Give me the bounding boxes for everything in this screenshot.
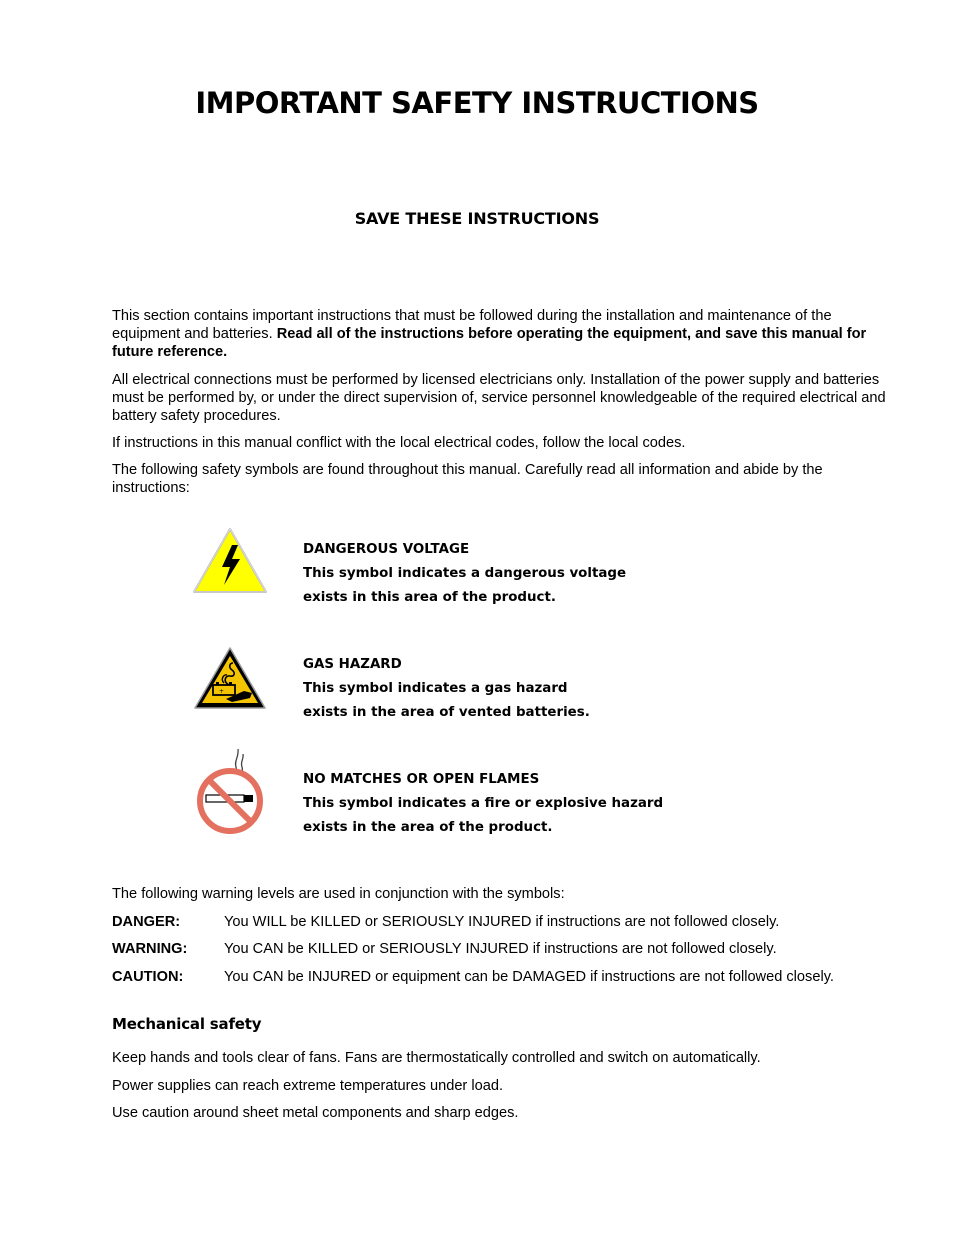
symbol-line: This symbol indicates a gas hazard bbox=[303, 681, 568, 696]
warning-level-danger bbox=[112, 913, 912, 933]
mechanical-safety-item: Keep hands and tools clear of fans. Fans are thermostatically controlled and switch on automatically. bbox=[112, 1050, 761, 1066]
page-subtitle: SAVE THESE INSTRUCTIONS bbox=[354, 209, 600, 228]
symbol-line: exists in the area of the product. bbox=[303, 820, 553, 835]
intro-paragraph-4: The following safety symbols are found throughout this manual. Carefully read all information and abide by the instructions: bbox=[112, 462, 823, 496]
gas-hazard-icon bbox=[192, 645, 268, 711]
intro-paragraph-1-text: This section contains important instructions that must be followed during the installation and maintenance of the equipment and batteries. bbox=[112, 308, 832, 342]
warning-level-name: DANGER: bbox=[112, 914, 181, 930]
warning-level-caution bbox=[112, 968, 912, 988]
symbol-dangerous-voltage bbox=[0, 524, 954, 624]
symbol-line: exists in this area of the product. bbox=[303, 590, 556, 605]
warning-level-warning bbox=[112, 940, 912, 960]
symbol-description bbox=[303, 538, 803, 610]
warning-level-text: You WILL be KILLED or SERIOUSLY INJURED if instructions are not followed closely. bbox=[224, 914, 780, 930]
mechanical-safety-item: Use caution around sheet metal components and sharp edges. bbox=[112, 1105, 519, 1121]
intro-paragraph-1-emphasis: Read all of the instructions before operating the equipment, and save this manual for future reference. bbox=[112, 326, 867, 360]
svg-text:+: + bbox=[219, 688, 225, 695]
warning-level-text: You CAN be INJURED or equipment can be DAMAGED if instructions are not followed closely. bbox=[224, 969, 834, 985]
mechanical-safety-heading: Mechanical safety bbox=[112, 1015, 262, 1033]
page-title: IMPORTANT SAFETY INSTRUCTIONS bbox=[195, 86, 759, 120]
intro-paragraph-3: If instructions in this manual conflict with the local electrical codes, follow the local codes. bbox=[112, 435, 686, 451]
symbol-line: exists in the area of vented batteries. bbox=[303, 705, 590, 720]
dangerous-voltage-icon bbox=[192, 527, 268, 595]
symbol-line: This symbol indicates a dangerous voltage bbox=[303, 566, 627, 581]
symbol-line: This symbol indicates a fire or explosive hazard bbox=[303, 796, 664, 811]
intro-paragraph-2: All electrical connections must be performed by licensed electricians only. Installation of the power supply and batteries must be performed by, or under the direct supervision of, service personnel knowledgeable of the required electrical and battery safety procedures. bbox=[112, 372, 886, 424]
symbol-no-open-flames bbox=[0, 745, 954, 845]
symbol-description bbox=[303, 768, 803, 840]
mechanical-safety-item: Power supplies can reach extreme temperatures under load. bbox=[112, 1078, 503, 1094]
warning-level-name: WARNING: bbox=[112, 941, 188, 957]
symbol-title: GAS HAZARD bbox=[303, 657, 402, 672]
symbol-description bbox=[303, 653, 803, 725]
no-open-flames-icon bbox=[192, 745, 268, 837]
warning-level-text: You CAN be KILLED or SERIOUSLY INJURED if instructions are not followed closely. bbox=[224, 941, 777, 957]
warning-levels-intro: The following warning levels are used in conjunction with the symbols: bbox=[112, 886, 565, 902]
intro-paragraph-1 bbox=[112, 307, 898, 361]
symbol-title: DANGEROUS VOLTAGE bbox=[303, 542, 470, 557]
warning-level-name: CAUTION: bbox=[112, 969, 184, 985]
symbol-gas-hazard bbox=[0, 640, 954, 740]
symbol-title: NO MATCHES OR OPEN FLAMES bbox=[303, 772, 540, 787]
